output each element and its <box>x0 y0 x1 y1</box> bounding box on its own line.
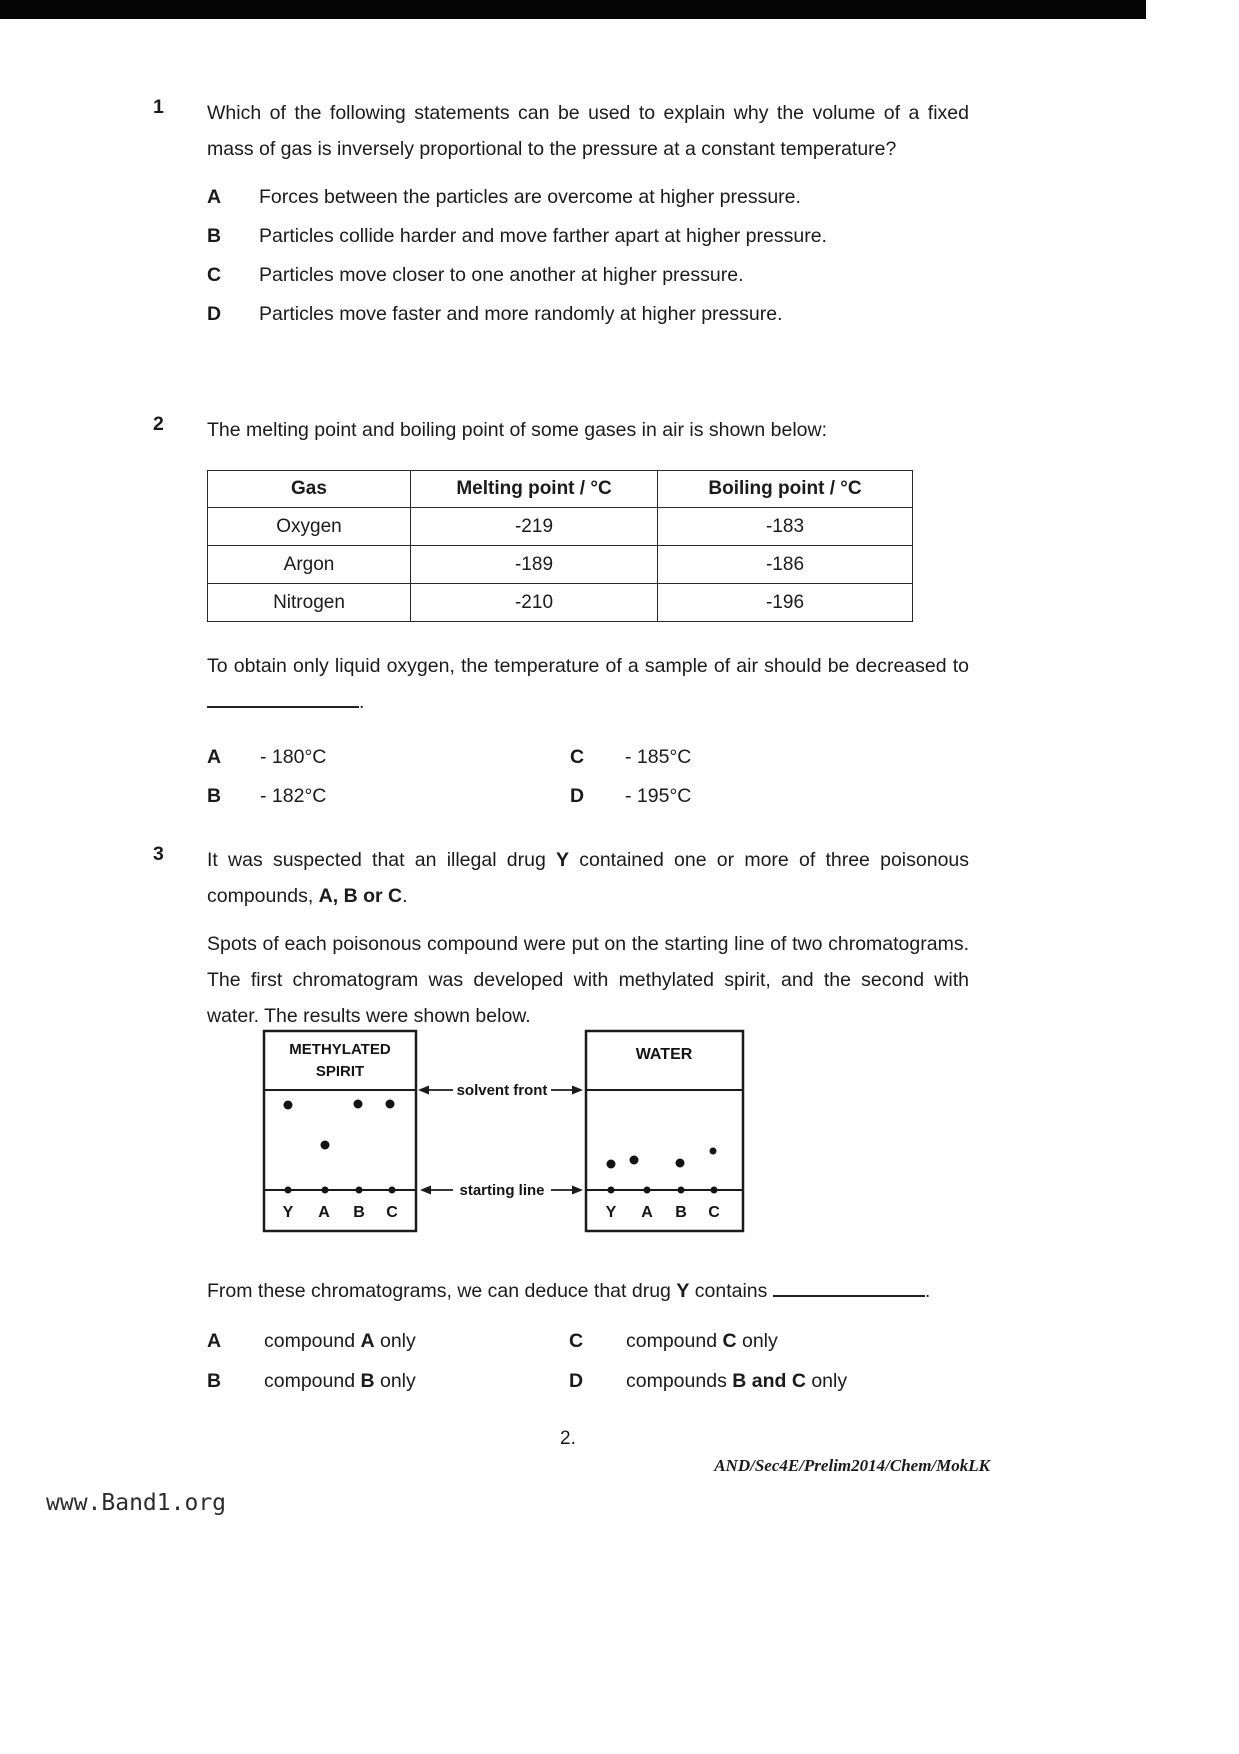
option-text-pre: compound <box>264 1330 361 1352</box>
option-letter: B <box>207 225 222 247</box>
question-2 <box>153 412 969 811</box>
table-cell: Oxygen <box>208 508 411 546</box>
sample-spot <box>676 1159 685 1168</box>
origin-spot <box>711 1187 718 1194</box>
chromatogram-diagram <box>256 1026 761 1238</box>
option-letter: D <box>569 1370 584 1392</box>
question-2-number: 2 <box>153 413 164 435</box>
gases-table <box>207 470 913 622</box>
option-letter: C <box>569 1330 584 1352</box>
lane-label: B <box>675 1204 687 1221</box>
option-text <box>264 1366 569 1396</box>
starting-line-arrowhead-right <box>572 1186 583 1195</box>
sample-spot <box>354 1100 363 1109</box>
option-text-post: only <box>805 1370 848 1392</box>
lane-label: Y <box>605 1204 617 1221</box>
sample-spot <box>284 1101 293 1110</box>
origin-spot <box>678 1187 685 1194</box>
option-text-bold: C <box>722 1330 737 1352</box>
option-text <box>626 1366 1007 1396</box>
question-3-number: 3 <box>153 843 164 865</box>
option-letter: C <box>207 264 222 286</box>
option-letter: A <box>207 1330 222 1352</box>
table-row <box>208 508 913 546</box>
option-text-post: only <box>374 1330 416 1352</box>
watermark: www.Band1.org <box>46 1490 227 1516</box>
option-row <box>207 182 969 212</box>
option-letter: D <box>570 785 585 807</box>
origin-spot <box>356 1187 363 1194</box>
right-chromatogram-title: WATER <box>635 1046 693 1063</box>
sample-spot <box>630 1156 639 1165</box>
left-chromatogram-title-line2: SPIRIT <box>315 1063 365 1080</box>
sample-spot <box>607 1160 616 1169</box>
table-header-row <box>208 471 913 508</box>
left-chromatogram-title-line1: METHYLATED <box>289 1041 391 1058</box>
option-text <box>626 1326 1007 1356</box>
option-text-post: only <box>374 1370 416 1392</box>
table-cell: -196 <box>658 584 913 622</box>
lane-label: A <box>641 1204 653 1221</box>
question-2-text-pre: To obtain only liquid oxygen, the temperature of a sample of air should be decreased to <box>207 655 969 677</box>
option-text-post: only <box>736 1330 778 1352</box>
table-cell: -183 <box>658 508 913 546</box>
origin-spot <box>322 1187 329 1194</box>
solvent-front-arrowhead-right <box>572 1086 583 1095</box>
q3-question-segment: contains <box>689 1280 773 1302</box>
q3-question-bold-Y: Y <box>676 1280 690 1302</box>
table-cell: Nitrogen <box>208 584 411 622</box>
q3-question-segment: . <box>924 1280 931 1302</box>
sample-spot <box>710 1148 717 1155</box>
question-1-text: Which of the following statements can be used to explain why the volume of a fixed mass of gas is inversely proportional to the pressure at a constant temperature? <box>207 102 969 160</box>
option-letter: B <box>207 1370 222 1392</box>
starting-line-arrowhead-left <box>420 1186 431 1195</box>
page-number: 2. <box>560 1428 576 1449</box>
option-text: Forces between the particles are overcome at higher pressure. <box>259 186 801 208</box>
answer-blank <box>773 1279 925 1297</box>
q3-p1-segment: It was suspected that an illegal drug <box>207 849 557 871</box>
lane-label: C <box>708 1204 720 1221</box>
question-1-number: 1 <box>153 96 164 118</box>
question-3 <box>153 842 969 1034</box>
option-text-bold: B and C <box>732 1370 806 1392</box>
option-text-pre: compound <box>264 1370 361 1392</box>
q3-p1-bold-Y: Y <box>556 849 570 871</box>
question-3-paragraph-2: Spots of each poisonous compound were put on the starting line of two chromatograms. The first chromatogram was developed with methylated spirit, and the second with water. The results were shown below. <box>207 933 969 1027</box>
starting-line-label: starting line <box>459 1182 545 1199</box>
q3-p1-segment: . <box>402 885 408 907</box>
table-cell: -186 <box>658 546 913 584</box>
question-1 <box>153 95 969 338</box>
question-3-options <box>207 1326 1007 1396</box>
q3-question-segment: From these chromatograms, we can deduce that drug <box>207 1280 677 1302</box>
option-text-pre: compounds <box>626 1370 733 1392</box>
origin-spot <box>389 1187 396 1194</box>
scan-artifact-bar <box>0 0 1146 19</box>
option-text-bold: A <box>360 1330 375 1352</box>
option-letter: D <box>207 303 222 325</box>
question-1-options <box>207 182 969 329</box>
option-text: Particles move closer to one another at higher pressure. <box>259 264 744 286</box>
origin-spot <box>285 1187 292 1194</box>
table-cell: -219 <box>411 508 658 546</box>
option-text: - 182°C <box>260 785 327 807</box>
option-row <box>207 221 969 251</box>
question-3-text <box>207 1276 1007 1306</box>
lane-label: B <box>353 1204 365 1221</box>
question-2-text <box>207 648 969 720</box>
option-text-pre: compound <box>626 1330 723 1352</box>
option-letter: A <box>207 746 222 768</box>
origin-spot <box>608 1187 615 1194</box>
question-3-paragraph-1 <box>207 842 969 914</box>
q3-p1-bold-abc: A, B or C <box>318 885 403 907</box>
option-text <box>264 1326 569 1356</box>
solvent-front-arrowhead-left <box>418 1086 429 1095</box>
origin-spot <box>644 1187 651 1194</box>
lane-label: Y <box>282 1204 294 1221</box>
option-row <box>207 260 969 290</box>
lane-label: C <box>386 1204 398 1221</box>
table-cell: -210 <box>411 584 658 622</box>
question-2-text-post: . <box>359 691 365 713</box>
table-cell: Argon <box>208 546 411 584</box>
option-text: - 195°C <box>625 785 692 807</box>
option-text: - 180°C <box>260 746 327 768</box>
option-letter: A <box>207 186 222 208</box>
option-row <box>207 299 969 329</box>
option-text: Particles collide harder and move farther apart at higher pressure. <box>259 225 827 247</box>
option-letter: B <box>207 785 222 807</box>
option-text: - 185°C <box>625 746 692 768</box>
table-row <box>208 546 913 584</box>
q3-p1-segment: contained one or more of three poisonous compounds, <box>207 849 970 907</box>
footer-code: AND/Sec4E/Prelim2014/Chem/MokLK <box>714 1456 990 1475</box>
sample-spot <box>321 1141 330 1150</box>
table-cell: -189 <box>411 546 658 584</box>
option-letter: C <box>570 746 585 768</box>
question-2-intro: The melting point and boiling point of some gases in air is shown below: <box>207 419 828 441</box>
option-text-bold: B <box>360 1370 375 1392</box>
left-chromatogram-box <box>264 1031 416 1231</box>
answer-blank <box>207 690 359 708</box>
option-text: Particles move faster and more randomly at higher pressure. <box>259 303 783 325</box>
question-2-options <box>207 742 969 811</box>
solvent-front-label: solvent front <box>456 1082 548 1099</box>
table-header-melting-point: Melting point / °C <box>411 471 658 508</box>
table-row <box>208 584 913 622</box>
lane-label: A <box>318 1204 330 1221</box>
table-header-gas: Gas <box>208 471 411 508</box>
sample-spot <box>386 1100 395 1109</box>
table-header-boiling-point: Boiling point / °C <box>658 471 913 508</box>
